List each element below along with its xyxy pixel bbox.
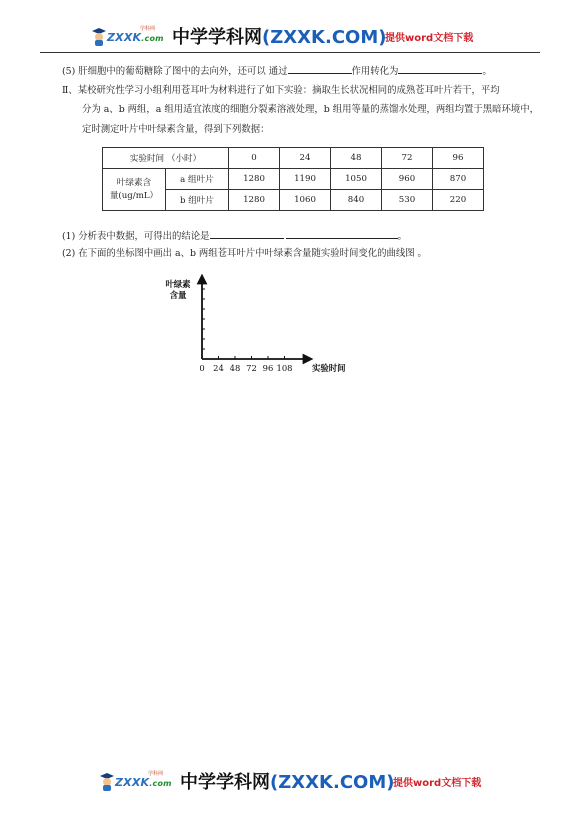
table-cell: 1050 [331, 169, 382, 190]
site-name: 中学学科网(ZXXK.COM) [172, 27, 387, 48]
header-divider [40, 52, 540, 53]
answer-blank [286, 228, 398, 239]
section-2-line-1: Ⅱ、某校研究性学习小组利用苍耳叶为材料进行了如下实验：摘取生长状况相同的成熟苍耳叶片若干，平均 [62, 85, 500, 96]
time-cell: 96 [433, 148, 484, 169]
question-2: (2) 在下面的坐标图中画出 a、b 两组苍耳叶片中叶绿素含量随实验时间变化的曲线图 。 [62, 248, 427, 259]
x-tick-label: 0 [199, 363, 205, 373]
graph-y-axis-label: 叶绿素 含量 [165, 279, 191, 300]
time-cell: 72 [382, 148, 433, 169]
table-cell: 1280 [229, 190, 280, 211]
table-cell: 1060 [280, 190, 331, 211]
question-5: (5) 肝细胞中的葡萄糖除了图中的去向外，还可以 通过 作用转化为 。 [62, 63, 492, 78]
section-2-line-2: 分为 a、b 两组，a 组用适宜浓度的细胞分裂素溶液处理，b 组用等量的蒸馏水处理，两组均置于黑暗环境中， [82, 104, 539, 115]
time-cell: 0 [229, 148, 280, 169]
chlorophyll-data-table [102, 147, 484, 211]
table-cell: 530 [382, 190, 433, 211]
x-tick-label: 96 [262, 363, 274, 373]
row-label: a 组叶片 [166, 169, 229, 190]
table-row [103, 169, 484, 190]
empty-coordinate-graph [160, 273, 370, 383]
answer-blank [288, 63, 352, 74]
site-name: 中学学科网(ZXXK.COM) [180, 772, 395, 793]
table-cell: 220 [433, 190, 484, 211]
table-cell: 960 [382, 169, 433, 190]
table-cell: 1280 [229, 169, 280, 190]
logo-text: ZXXK.com [107, 31, 164, 44]
zxxk-logo [90, 25, 164, 47]
table-cell: 870 [433, 169, 484, 190]
answer-blank [210, 228, 284, 239]
page-header [90, 23, 530, 49]
x-tick-label: 48 [229, 363, 241, 373]
question-1: (1) 分析表中数据，可得出的结论是 。 [62, 228, 407, 243]
x-tick-label: 24 [213, 363, 224, 373]
page-footer [98, 768, 538, 794]
x-tick-label: 72 [246, 363, 257, 373]
graduate-mascot-icon [98, 770, 116, 792]
table-cell: 1190 [280, 169, 331, 190]
logo-text: ZXXK.com [115, 776, 172, 789]
zxxk-logo [98, 770, 172, 792]
x-tick-label: 108 [276, 363, 293, 373]
row-group-label: 叶绿素含 量(ug/mL） [103, 169, 166, 211]
table-header-row [103, 148, 484, 169]
answer-blank [398, 63, 482, 74]
row-label: b 组叶片 [166, 190, 229, 211]
section-2-line-3: 定时测定叶片中叶绿素含量，得到下列数据： [82, 124, 270, 135]
graph-x-axis-label: 实验时间 [312, 363, 346, 373]
logo-subtext: 学科网 [148, 771, 164, 777]
header-tagline: 提供word文档下载 [385, 33, 474, 44]
time-cell: 24 [280, 148, 331, 169]
graduate-mascot-icon [90, 25, 108, 47]
footer-tagline: 提供word文档下载 [393, 778, 482, 789]
time-header-cell: 实验时间 （小时） [103, 148, 229, 169]
logo-subtext: 学科网 [140, 26, 156, 32]
table-cell: 840 [331, 190, 382, 211]
time-cell: 48 [331, 148, 382, 169]
